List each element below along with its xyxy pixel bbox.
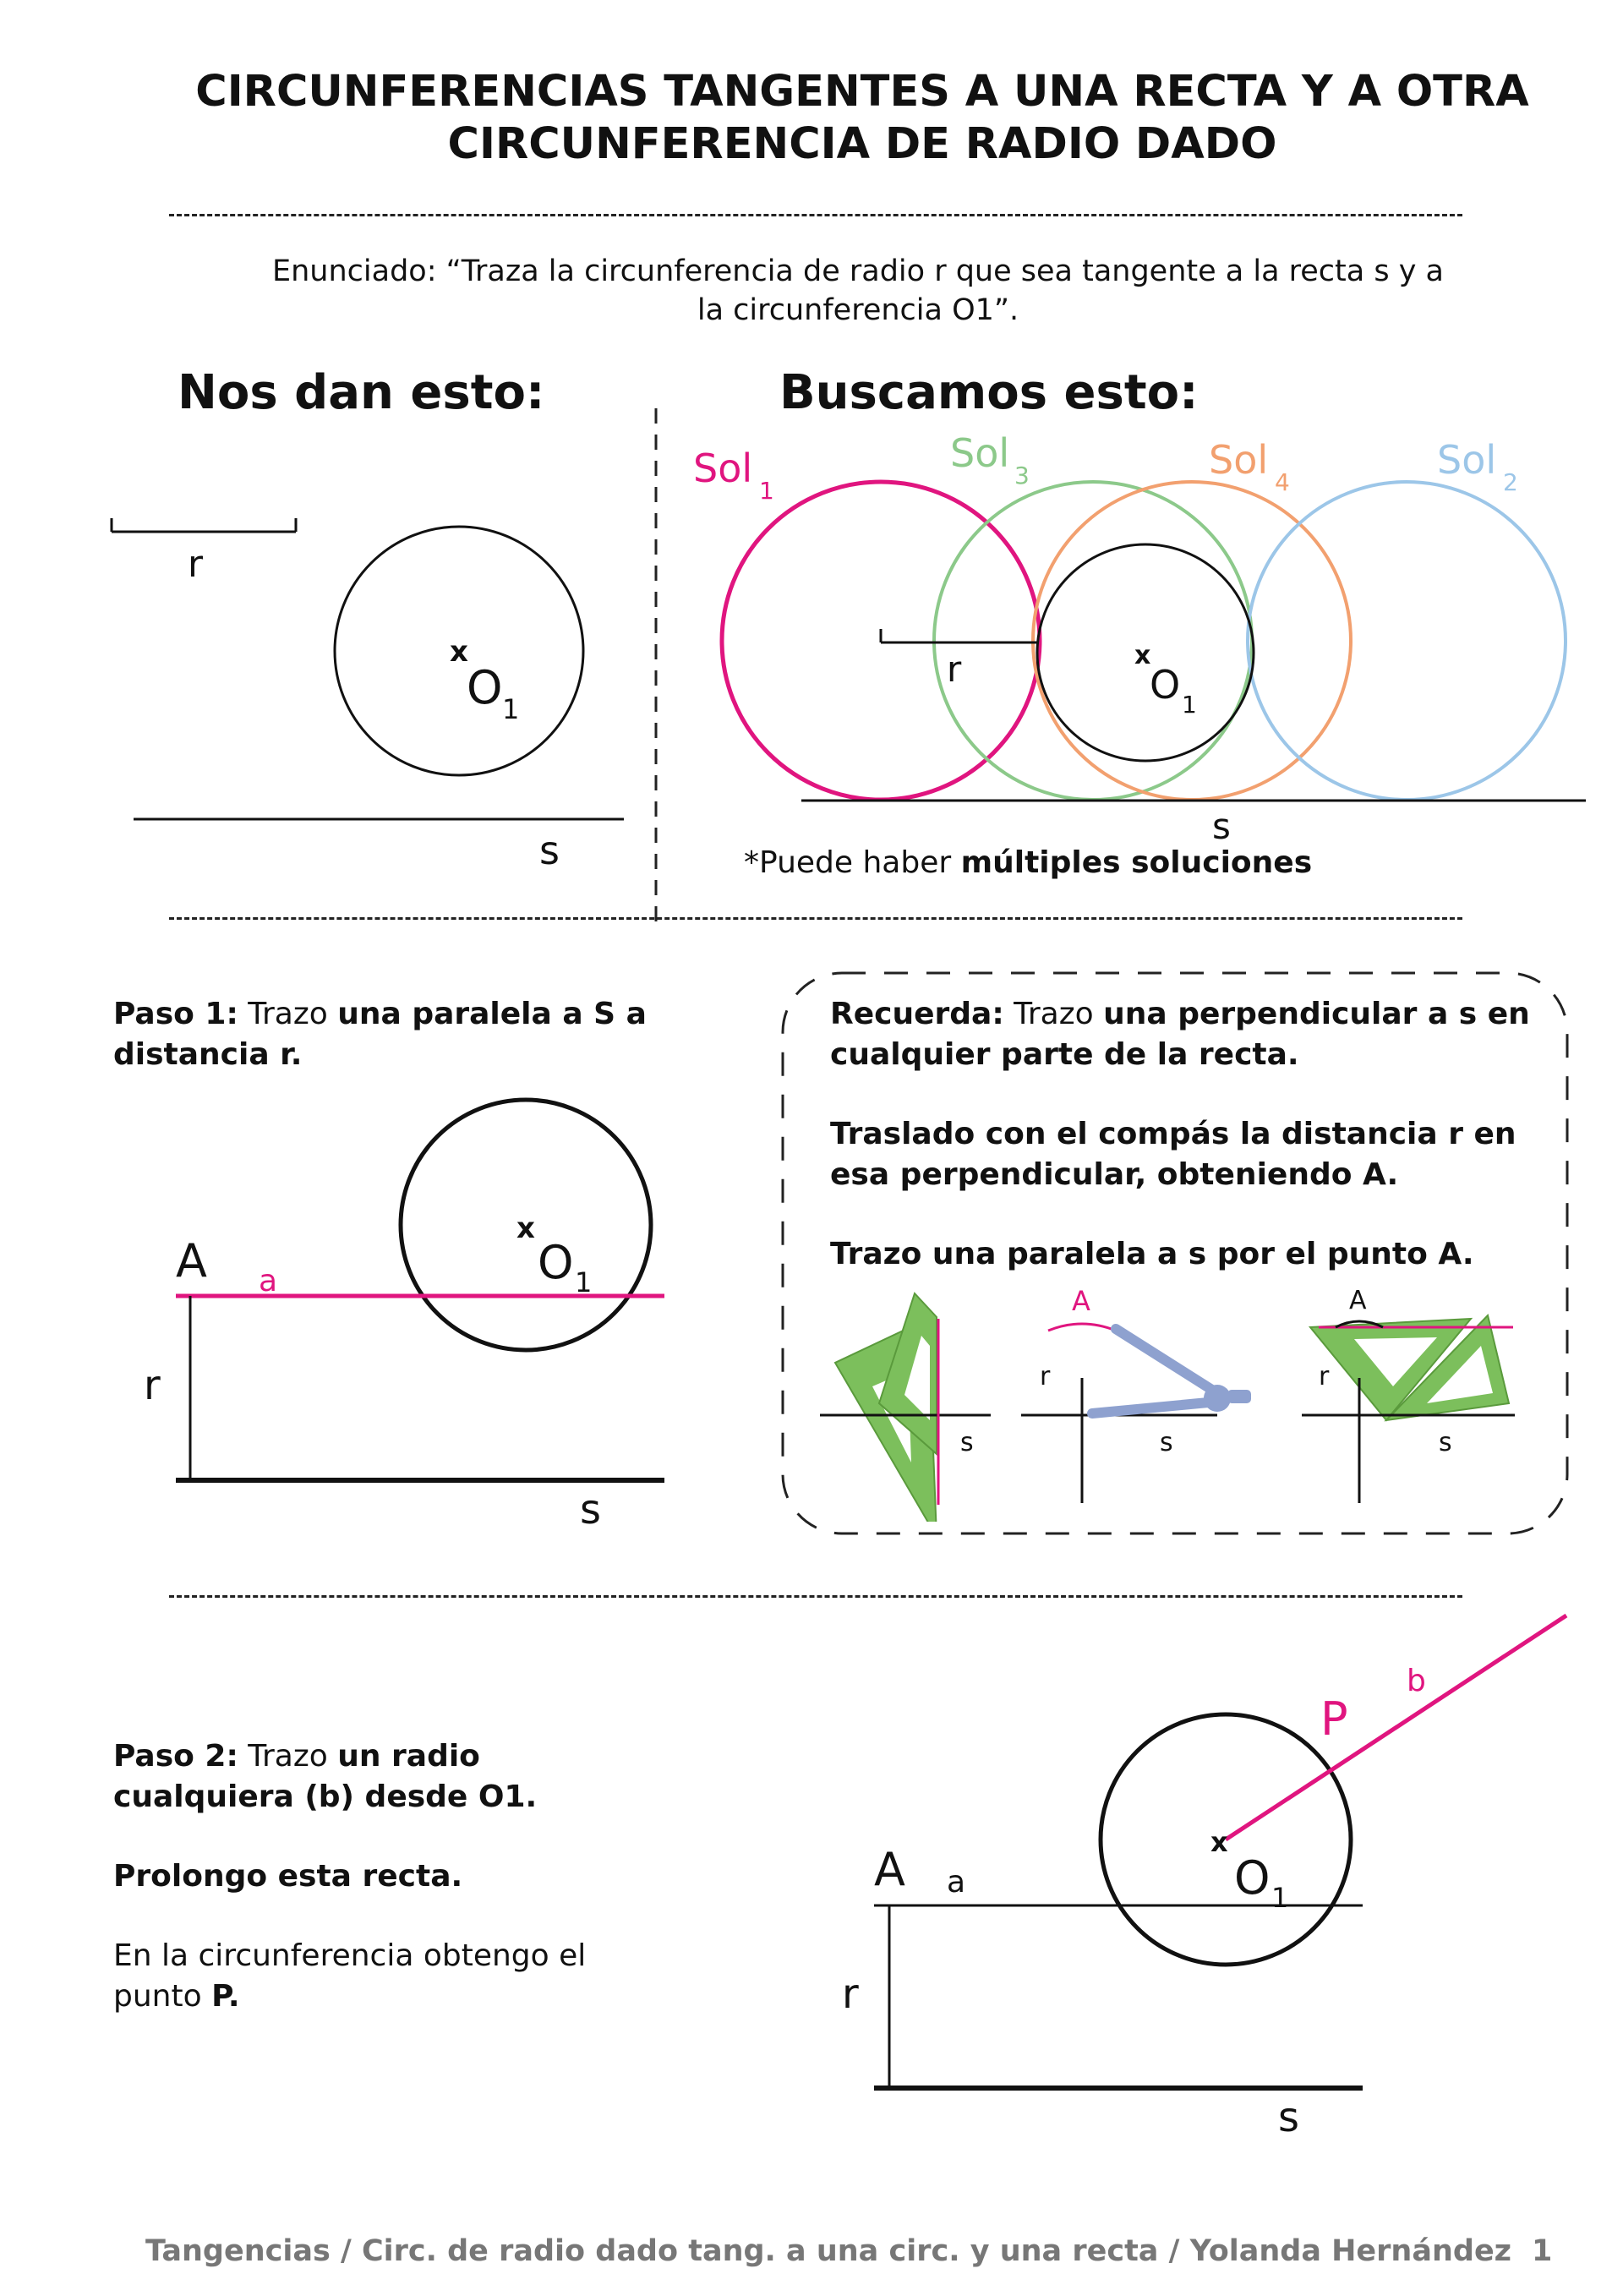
svg-text:s: s bbox=[960, 1428, 974, 1457]
sought-radius-segment bbox=[881, 629, 1038, 642]
step2-p3 bbox=[113, 1936, 671, 2017]
svg-text:A: A bbox=[1349, 1286, 1367, 1315]
solution-circle-2 bbox=[1248, 482, 1566, 800]
given-r-label: r bbox=[188, 543, 204, 586]
sought-o-subscript: 1 bbox=[1182, 691, 1197, 719]
step2-r-label: r bbox=[842, 1971, 859, 2018]
sought-o-label: O bbox=[1150, 662, 1181, 708]
svg-text:Sol: Sol bbox=[693, 446, 753, 491]
svg-text:r: r bbox=[1319, 1362, 1330, 1391]
step2-a-label: a bbox=[947, 1865, 966, 1900]
reminder-illustrations bbox=[795, 1268, 1555, 1522]
solution-label-3 bbox=[950, 430, 1030, 489]
step2-center-mark: x bbox=[1210, 1826, 1228, 1858]
step1-a-label: a bbox=[259, 1264, 278, 1298]
step1-o-subscript: 1 bbox=[575, 1266, 593, 1298]
solution-circle-3 bbox=[934, 482, 1252, 800]
set-square-illustration-1 bbox=[820, 1293, 991, 1522]
given-s-label: s bbox=[539, 828, 560, 873]
given-heading: Nos dan esto: bbox=[178, 365, 545, 420]
svg-text:3: 3 bbox=[1014, 462, 1030, 489]
reminder-p3: Trazo una paralela a s por el punto A. bbox=[830, 1237, 1474, 1271]
step1-center-mark: x bbox=[516, 1211, 535, 1245]
svg-text:Sol: Sol bbox=[950, 430, 1010, 476]
page-number: 1 bbox=[1532, 2234, 1553, 2268]
given-o-label: O bbox=[467, 661, 503, 714]
step1-o-label: O bbox=[538, 1236, 574, 1289]
divider-middle bbox=[169, 917, 1462, 920]
given-o-subscript: 1 bbox=[502, 693, 520, 725]
reminder-p2: Traslado con el compás la distancia r en esa perpendicular, obteniendo A. bbox=[830, 1117, 1516, 1192]
step2-plain: Trazo bbox=[238, 1739, 338, 1774]
reminder-p1-plain: Trazo bbox=[1003, 997, 1104, 1031]
step1-plain: Trazo bbox=[238, 997, 338, 1031]
step1-s-label: s bbox=[580, 1486, 602, 1533]
step2-s-label: s bbox=[1278, 2094, 1300, 2141]
step2-P-label: P bbox=[1320, 1692, 1348, 1746]
step2-text bbox=[113, 1736, 671, 2017]
reminder-p1 bbox=[830, 994, 1532, 1075]
svg-text:s: s bbox=[1439, 1428, 1452, 1457]
step2-label: Paso 2: bbox=[113, 1739, 238, 1774]
svg-text:Sol: Sol bbox=[1209, 437, 1269, 483]
set-square-illustration-2 bbox=[1302, 1286, 1515, 1503]
svg-text:2: 2 bbox=[1503, 468, 1518, 496]
svg-text:r: r bbox=[1040, 1362, 1051, 1391]
sought-heading: Buscamos esto: bbox=[779, 365, 1199, 420]
given-radius-segment bbox=[112, 518, 296, 532]
svg-text:1: 1 bbox=[759, 477, 774, 505]
step1-A-label: A bbox=[176, 1234, 207, 1287]
solutions-note-bold: múltiples soluciones bbox=[960, 845, 1313, 880]
solution-circle-4 bbox=[1033, 482, 1351, 800]
sought-s-label: s bbox=[1212, 806, 1231, 847]
given-center-mark: x bbox=[450, 635, 468, 669]
step1-bold: una paralela a S a distancia r. bbox=[113, 997, 647, 1072]
reminder-p1-bold: una perpendicular a s en cualquier parte de la recta. bbox=[830, 997, 1530, 1072]
step2-p3-plain: En la circunferencia obtengo el punto bbox=[113, 1938, 587, 2014]
step2-A-label: A bbox=[874, 1843, 905, 1896]
given-sought-figures bbox=[0, 0, 1623, 930]
svg-text:4: 4 bbox=[1275, 468, 1290, 496]
solution-label-4 bbox=[1209, 437, 1290, 496]
svg-text:s: s bbox=[1160, 1428, 1173, 1457]
step2-o-subscript: 1 bbox=[1271, 1882, 1289, 1914]
step2-bold: un radio cualquiera (b) desde O1. bbox=[113, 1739, 538, 1814]
statement-line2: la circunferencia O1”. bbox=[697, 293, 1019, 327]
step2-p3-bold: P. bbox=[211, 1979, 240, 2014]
step2-figure bbox=[812, 1589, 1606, 2164]
sought-center-mark: x bbox=[1134, 641, 1151, 670]
footer-text: Tangencias / Circ. de radio dado tang. a una circ. y una recta / Yolanda Hernández bbox=[145, 2234, 1512, 2268]
reminder-text bbox=[830, 994, 1532, 1275]
solution-label-1 bbox=[693, 446, 774, 505]
page-title-line1: CIRCUNFERENCIAS TANGENTES A UNA RECTA Y A OTRA bbox=[195, 67, 1529, 117]
step1-label: Paso 1: bbox=[113, 997, 238, 1031]
solutions-note-prefix: *Puede haber bbox=[744, 845, 961, 880]
compass-icon bbox=[1092, 1329, 1251, 1413]
solutions-note bbox=[744, 845, 1312, 880]
statement-line1: Enunciado: “Traza la circunferencia de radio r que sea tangente a la recta s y a bbox=[272, 254, 1444, 288]
step2-o-label: O bbox=[1234, 1851, 1271, 1905]
svg-text:A: A bbox=[1072, 1285, 1090, 1317]
reminder-label: Recuerda: bbox=[830, 997, 1004, 1031]
svg-text:Sol: Sol bbox=[1437, 437, 1497, 483]
page-title-line2: CIRCUNFERENCIA DE RADIO DADO bbox=[447, 119, 1277, 169]
sought-r-label: r bbox=[947, 648, 962, 690]
step2-p1 bbox=[113, 1736, 671, 1818]
compass-illustration bbox=[1021, 1285, 1251, 1503]
step1-figure bbox=[0, 930, 812, 1572]
step2-p2: Prolongo esta recta. bbox=[113, 1859, 463, 1894]
step1-r-label: r bbox=[144, 1362, 161, 1409]
step2-b-label: b bbox=[1407, 1664, 1426, 1698]
